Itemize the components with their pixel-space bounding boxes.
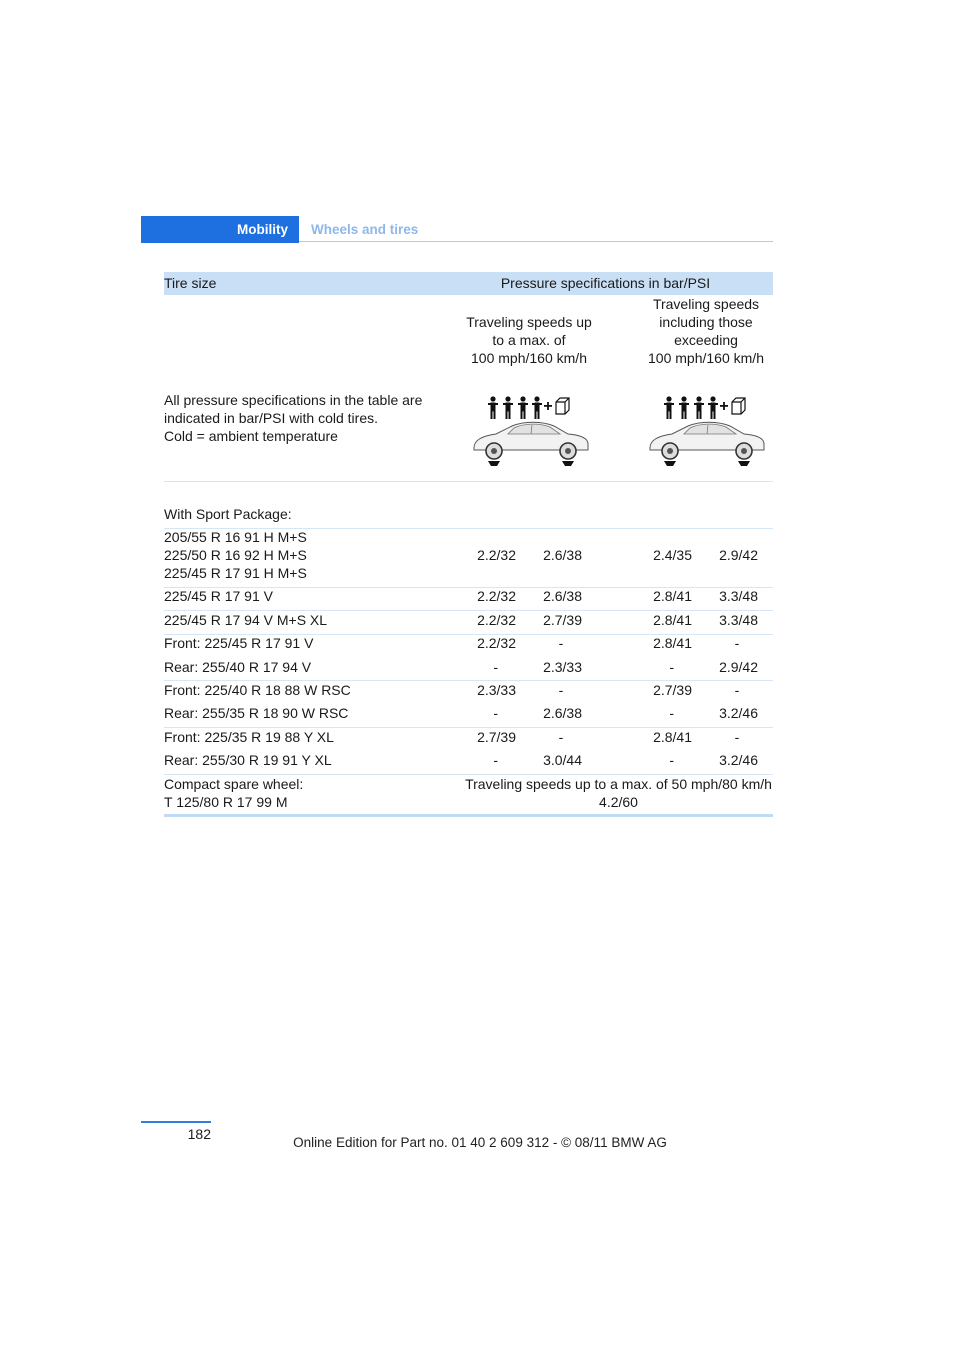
- page-number: 182: [187, 1126, 211, 1142]
- table-row-tire: Rear: 255/40 R 17 94 V: [164, 659, 312, 675]
- car-side-icon: [474, 422, 588, 466]
- table-cell: -: [669, 752, 674, 768]
- car-side-icon: [650, 422, 764, 466]
- load-diagram-low: [468, 392, 592, 475]
- table-cell: 2.6/38: [543, 588, 582, 604]
- table-cell: 2.4/35: [653, 547, 692, 563]
- table-cell: -: [493, 659, 498, 675]
- cold-tire-note: All pressure specifications in the table are indicated in bar/PSI with cold tires. Cold = ambient temperature: [164, 392, 423, 444]
- sport-package-heading: With Sport Package:: [164, 506, 292, 522]
- header-chapter-label: Wheels and tires: [311, 222, 419, 237]
- spare-wheel-label: Compact spare wheel: T 125/80 R 17 99 M: [164, 776, 304, 810]
- table-cell: -: [493, 752, 498, 768]
- table-cell: 2.7/39: [477, 729, 516, 745]
- table-row-tire: 205/55 R 16 91 H M+S 225/50 R 16 92 H M+S 225/45 R 17 91 H M+S: [164, 529, 307, 581]
- table-cell: -: [669, 705, 674, 721]
- table-cell: 2.3/33: [477, 682, 516, 698]
- table-cell: 2.2/32: [477, 635, 516, 651]
- table-cell: 2.6/38: [543, 547, 582, 563]
- table-bottom-rule: [164, 814, 773, 817]
- table-cell: 2.9/42: [719, 547, 758, 563]
- table-cell: -: [558, 635, 564, 651]
- table-cell: 3.2/46: [719, 752, 758, 768]
- header-rule: [299, 241, 773, 242]
- table-row-tire: Rear: 255/30 R 19 91 Y XL: [164, 752, 332, 768]
- table-cell: 2.8/41: [653, 588, 692, 604]
- table-cell: -: [558, 682, 564, 698]
- table-cell: 3.3/48: [719, 612, 758, 628]
- speed-low-heading: Traveling speeds up to a max. of 100 mph/160 km/h: [466, 314, 592, 366]
- spare-wheel-pressure: Traveling speeds up to a max. of 50 mph/80 km/h 4.2/60: [465, 776, 772, 810]
- table-cell: -: [734, 729, 740, 745]
- table-row-tire: Front: 225/40 R 18 88 W RSC: [164, 682, 351, 698]
- page-number-rule: [141, 1121, 211, 1123]
- table-cell: 2.8/41: [653, 635, 692, 651]
- table-cell: 2.6/38: [543, 705, 582, 721]
- table-row-tire: Front: 225/35 R 19 88 Y XL: [164, 729, 334, 745]
- table-row-tire: 225/45 R 17 94 V M+S XL: [164, 612, 328, 628]
- four-occupants-plus-luggage-icon: [644, 392, 768, 470]
- table-cell: 2.8/41: [653, 729, 692, 745]
- speed-high-heading: Traveling speeds including those exceeding 100 mph/160 km/h: [648, 296, 764, 366]
- table-cell: 2.8/41: [653, 612, 692, 628]
- four-occupants-plus-luggage-icon: [468, 392, 592, 470]
- table-cell: 2.2/32: [477, 588, 516, 604]
- table-cell: 3.3/48: [719, 588, 758, 604]
- table-cell: 3.2/46: [719, 705, 758, 721]
- row-divider: [164, 481, 773, 482]
- table-cell: -: [734, 635, 740, 651]
- col-pressure: Pressure specifications in bar/PSI: [500, 275, 711, 291]
- table-cell: 2.7/39: [543, 612, 582, 628]
- table-cell: 2.2/32: [477, 612, 516, 628]
- table-cell: 3.0/44: [543, 752, 582, 768]
- table-header-row: [164, 272, 773, 295]
- footer-edition-note: Online Edition for Part no. 01 40 2 609 312 - © 08/11 BMW AG: [293, 1135, 667, 1150]
- table-cell: -: [493, 705, 498, 721]
- header-section-label: Mobility: [237, 222, 288, 237]
- table-cell: 2.9/42: [719, 659, 758, 675]
- table-row-tire: Front: 225/45 R 17 91 V: [164, 635, 314, 651]
- table-row-tire: Rear: 255/35 R 18 90 W RSC: [164, 705, 349, 721]
- table-cell: -: [558, 729, 564, 745]
- table-cell: -: [734, 682, 740, 698]
- table-cell: 2.3/33: [543, 659, 582, 675]
- load-diagram-high: [644, 392, 768, 475]
- table-cell: -: [669, 659, 674, 675]
- table-cell: 2.2/32: [477, 547, 516, 563]
- table-cell: 2.7/39: [653, 682, 692, 698]
- table-row-tire: 225/45 R 17 91 V: [164, 588, 273, 604]
- col-tire-size: Tire size: [164, 275, 217, 291]
